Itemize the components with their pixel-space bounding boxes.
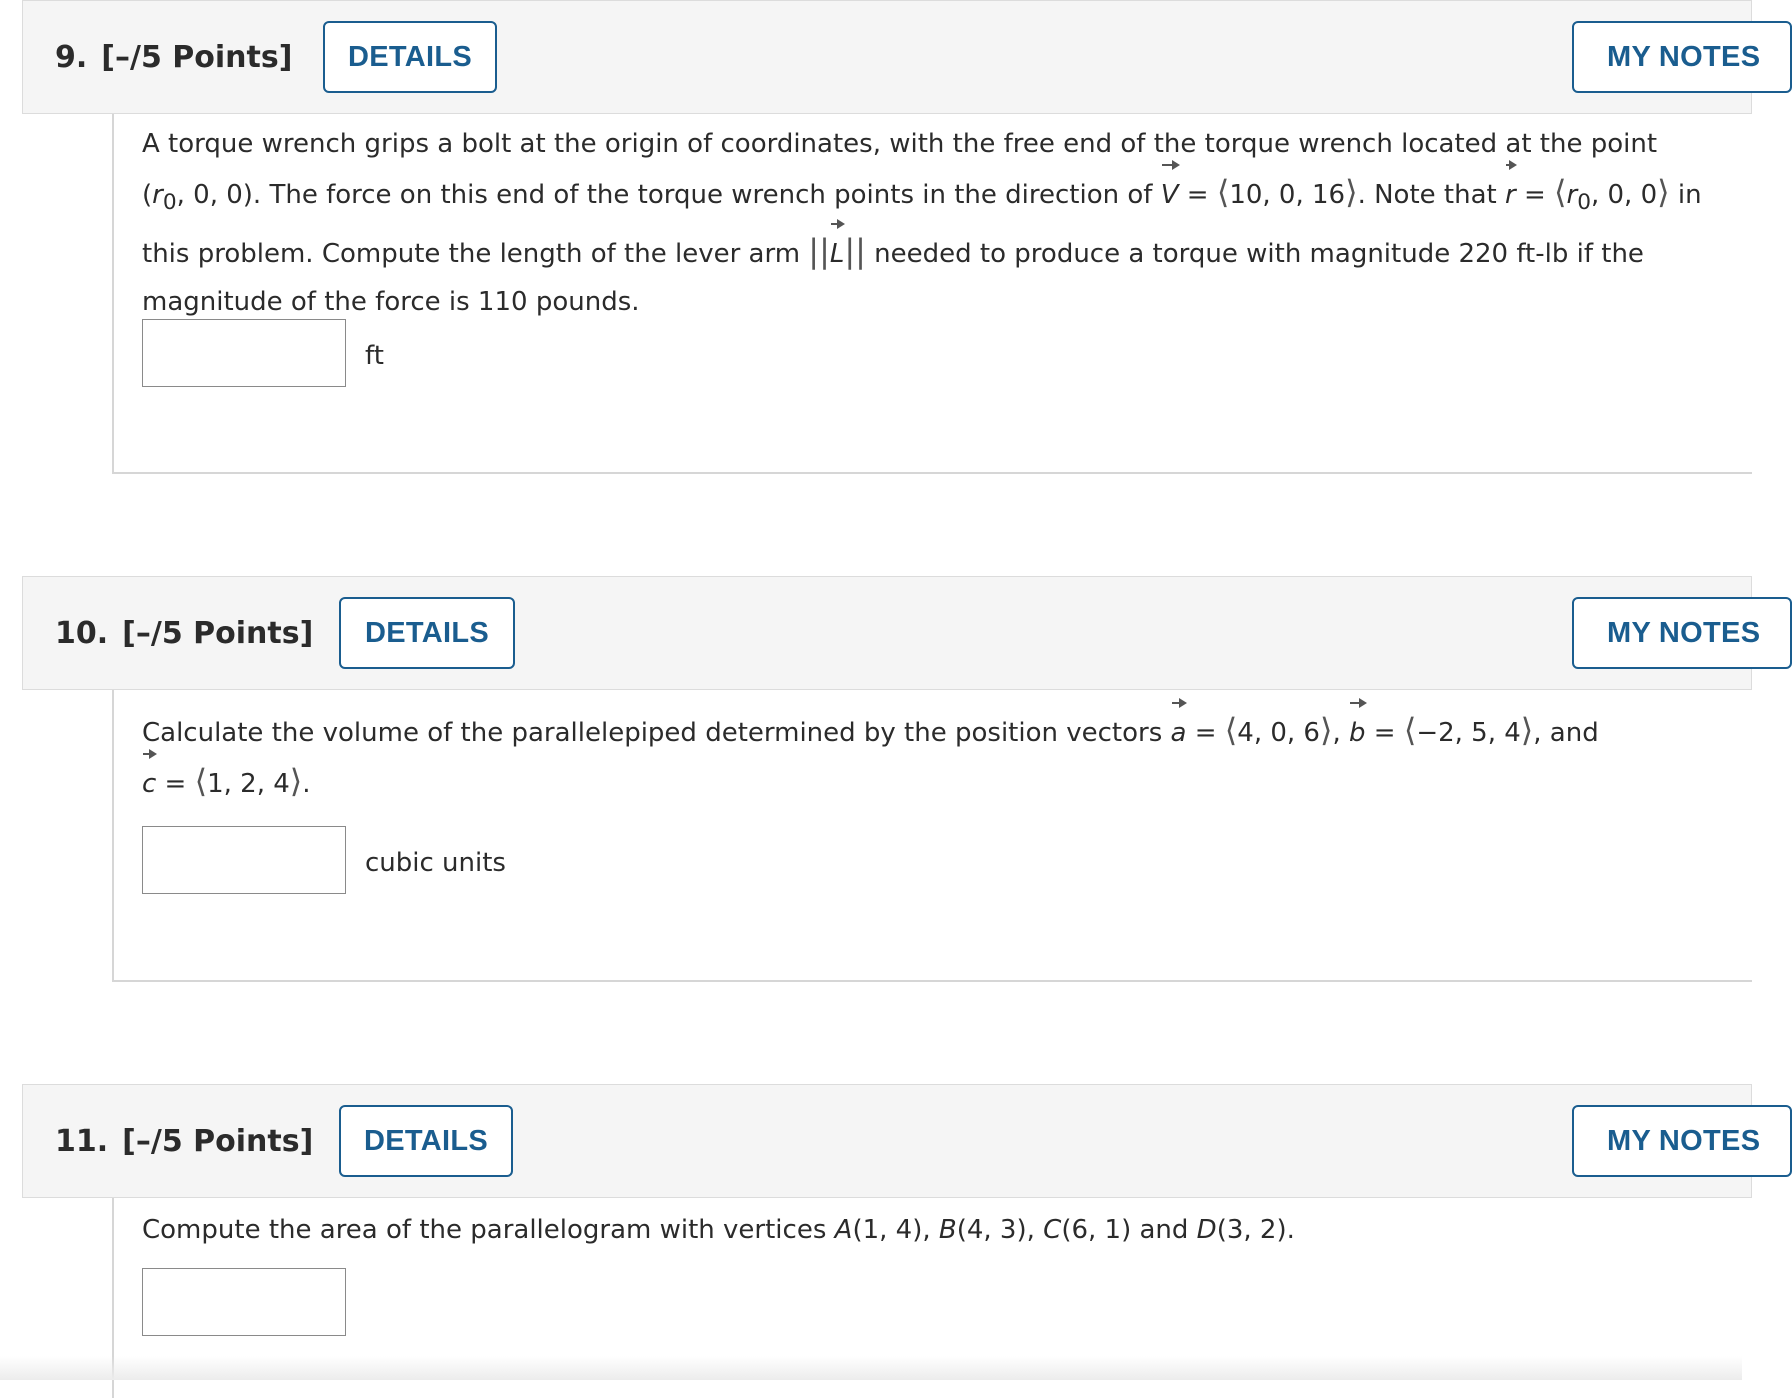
- question-number: 11.: [55, 1123, 109, 1159]
- question-9-header: [22, 0, 1761, 114]
- unit-label: cubic units: [365, 848, 506, 878]
- question-9-number: [55, 1, 292, 113]
- scroll-fade: [0, 1356, 1742, 1380]
- question-11-header: [22, 1084, 1761, 1198]
- my-notes-button[interactable]: MY NOTES: [1572, 21, 1792, 93]
- answer-input[interactable]: [142, 826, 346, 894]
- question-10-number: [55, 577, 313, 689]
- answer-input[interactable]: [142, 1268, 346, 1336]
- question-points: [–/5 Points]: [101, 39, 293, 75]
- question-10-text: Calculate the volume of the parallelepiped determined by the position vectors a = ⟨4, 0, 6⟩, b = ⟨−2, 5, 4⟩, and c = ⟨1, 2, 4⟩.: [142, 706, 1722, 808]
- question-number: 9.: [55, 39, 88, 75]
- unit-label: ft: [365, 341, 384, 371]
- details-button[interactable]: DETAILS: [339, 597, 515, 669]
- my-notes-button[interactable]: MY NOTES: [1572, 1105, 1792, 1177]
- question-number: 10.: [55, 615, 109, 651]
- answer-input[interactable]: [142, 319, 346, 387]
- details-button[interactable]: DETAILS: [339, 1105, 513, 1177]
- question-11-number: [55, 1085, 313, 1197]
- question-11-text: Compute the area of the parallelogram with vertices A(1, 4), B(4, 3), C(6, 1) and D(3, 2).: [142, 1215, 1295, 1245]
- question-points: [–/5 Points]: [122, 1123, 314, 1159]
- question-9-text: A torque wrench grips a bolt at the origin of coordinates, with the free end of the torque wrench located at the point ($r_0$, 0, 0). The force on this end of the torque wrench points in the direction of V = ⟨10, 0, 16⟩. Note that $r = ⟨r_0$, 0, 0⟩ in this problem. Compute the length of the lever arm ||L|| needed to produce a torque with magnitude 220 ft-lb if the magnitude of the force is 110 pounds.: [142, 129, 1702, 318]
- question-points: [–/5 Points]: [122, 615, 314, 651]
- details-button[interactable]: DETAILS: [323, 21, 497, 93]
- my-notes-button[interactable]: MY NOTES: [1572, 597, 1792, 669]
- question-10-header: [22, 576, 1761, 690]
